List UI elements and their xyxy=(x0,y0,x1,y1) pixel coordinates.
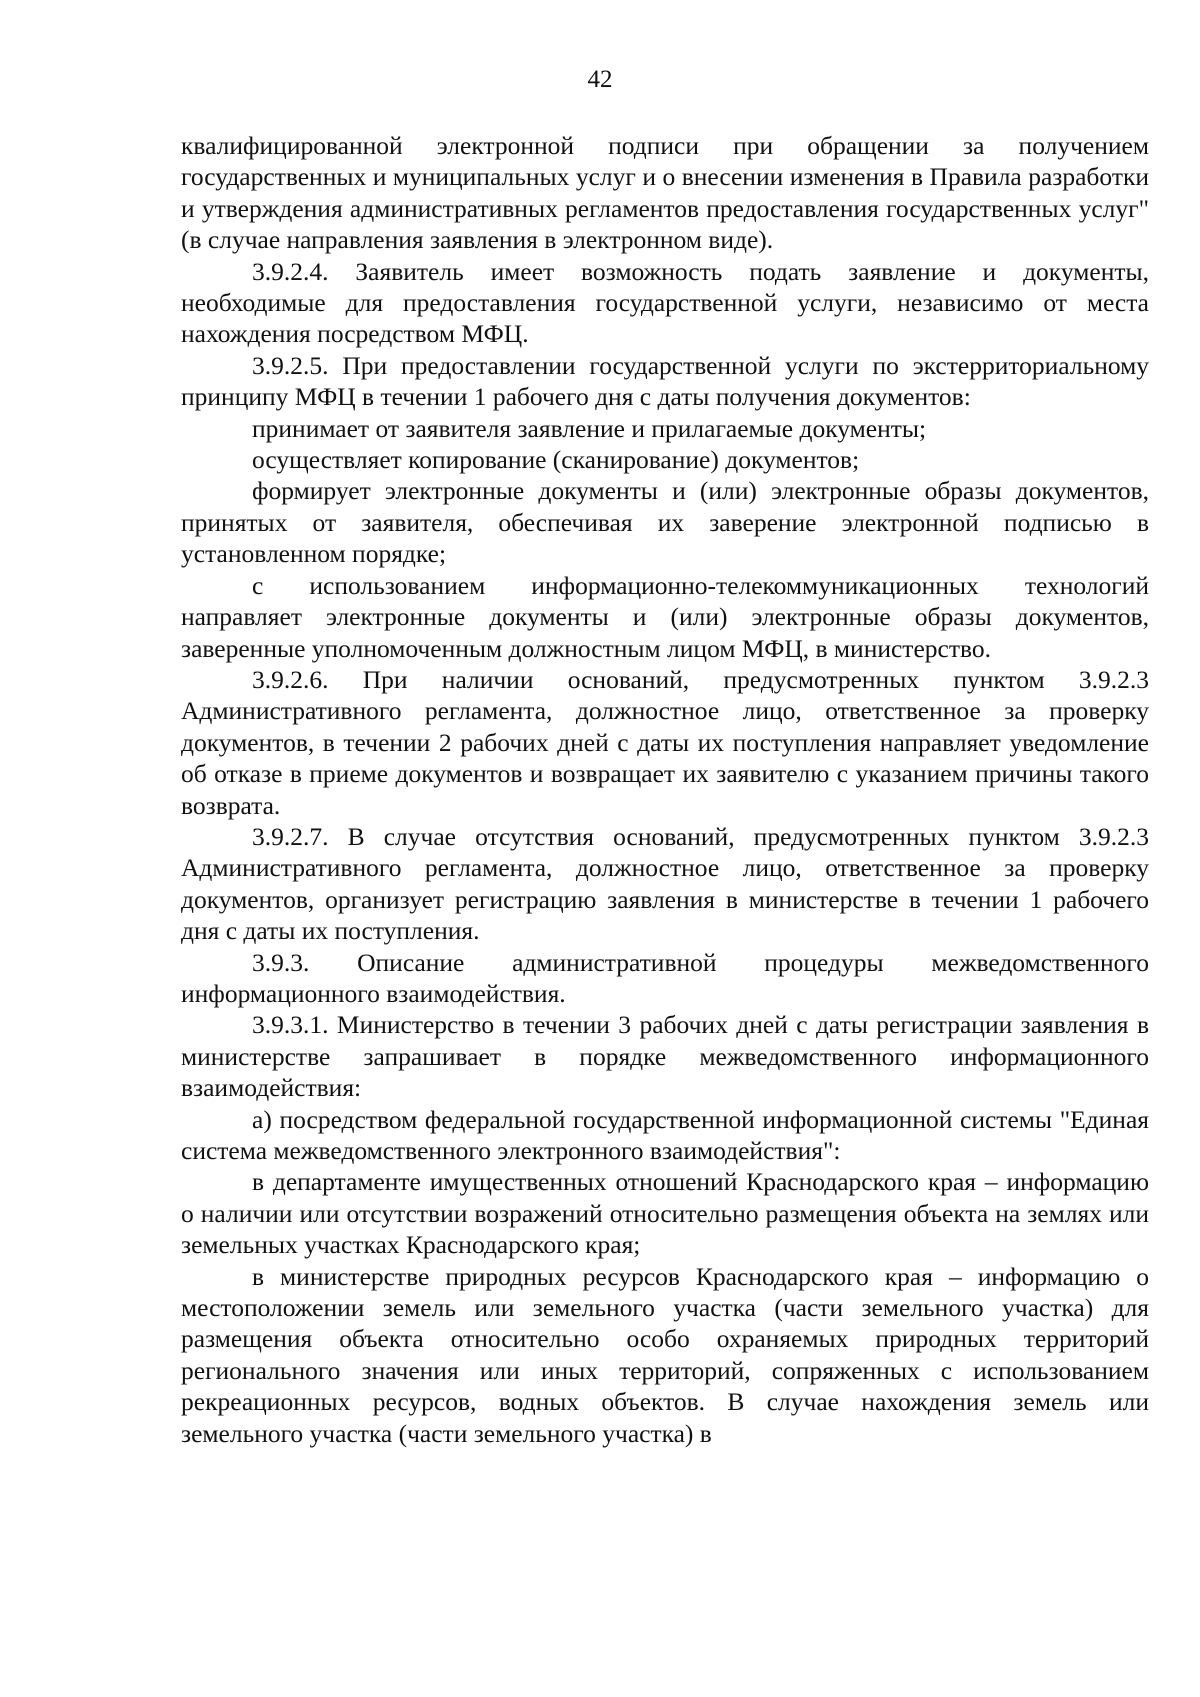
page-number: 42 xyxy=(587,66,613,93)
paragraph-3-9-2-6: 3.9.2.6. При наличии оснований, предусмотренных пунктом 3.9.2.3 Административного регламента, должностное лицо, ответственное за проверку документов, в течении 2 рабочих дней с даты их поступления направляет уведомление об отказе в приеме документов и возвращает их заявителю с указанием причины такого возврата. xyxy=(181,664,1149,820)
paragraph-3-9-3-1: 3.9.3.1. Министерство в течении 3 рабочих дней с даты регистрации заявления в министерстве запрашивает в порядке межведомственного информационного взаимодействия: xyxy=(181,1010,1149,1103)
paragraph-accept-documents: принимает от заявителя заявление и прилагаемые документы; xyxy=(252,413,927,443)
paragraph-property-department: в департаменте имущественных отношений Краснодарского края – информацию о наличии или отсутствии возражений относительно размещения объекта на землях или земельных участках Краснодарского края; xyxy=(181,1167,1149,1260)
paragraph-3-9-2-4: 3.9.2.4. Заявитель имеет возможность подать заявление и документы, необходимые для предоставления государственной услуги, независимо от места нахождения посредством МФЦ. xyxy=(181,256,1149,349)
paragraph-3-9-2-5: 3.9.2.5. При предоставлении государственной услуги по экстерриториальному принципу МФЦ в течении 1 рабочего дня с даты получения документов: xyxy=(181,350,1149,412)
paragraph-item-a: а) посредством федеральной государственной информационной системы "Единая система межведомственного электронного взаимодействия": xyxy=(181,1104,1149,1165)
paragraph-3-9-2-7: 3.9.2.7. В случае отсутствия оснований, предусмотренных пунктом 3.9.2.3 Административного регламента, должностное лицо, ответственное за проверку документов, организует регистрацию заявления в министерстве в течении 1 рабочего дня с даты их поступления. xyxy=(181,821,1149,946)
document-body xyxy=(181,130,1149,1449)
paragraph-copy-documents: осуществляет копирование (сканирование) документов; xyxy=(252,445,860,475)
paragraph-continued: квалифицированной электронной подписи при обращении за получением государственных и муниципальных услуг и о внесении изменения в Правила разработки и утверждения административных регламентов предоставления государственных услуг" (в случае направления заявления в электронном виде). xyxy=(181,131,1149,255)
paragraph-natural-resources-ministry: в министерстве природных ресурсов Краснодарского края – информацию о местоположении земель или земельного участка (части земельного участка) для размещения объекта относительно особо охраняемых природных территорий регионального значения или иных территорий, сопряженных с использованием рекреационных ресурсов, водных объектов. В случае нахождения земель или земельного участка (части земельного участка) в xyxy=(181,1261,1149,1448)
paragraph-send-documents: с использованием информационно-телекоммуникационных технологий направляет электронные документы и (или) электронные образы документов, заверенные уполномоченным должностным лицом МФЦ, в министерство. xyxy=(181,570,1149,663)
paragraph-form-electronic-documents: формирует электронные документы и (или) электронные образы документов, принятых от заявителя, обеспечивая их заверение электронной подписью в установленном порядке; xyxy=(181,476,1149,569)
paragraph-3-9-3: 3.9.3. Описание административной процедуры межведомственного информационного взаимодействия. xyxy=(181,947,1149,1008)
